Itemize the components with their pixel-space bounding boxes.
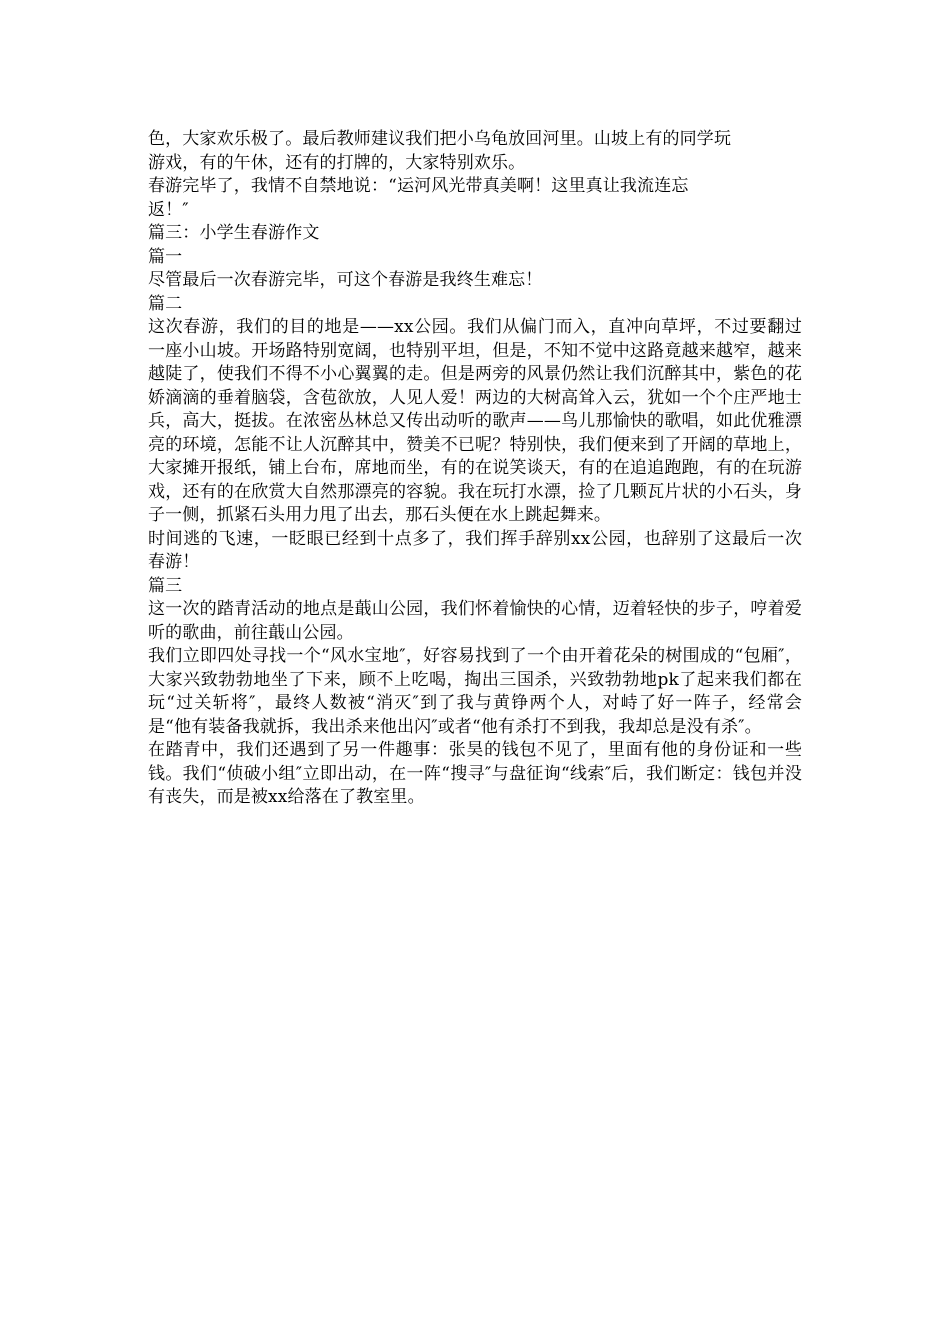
text-line: 春游完毕了，我情不自禁地说：“运河风光带真美啊！这里真让我流连忘 [148,176,689,196]
text-line: 游戏，有的午休，还有的打牌的，大家特别欢乐。 [148,152,526,173]
section-heading: 篇三：小学生春游作文 [148,223,320,243]
subsection-heading: 篇三 [148,575,183,596]
paragraph: 这次春游，我们的目的地是——xx公园。我们从偏门而入，直冲向草坪，不过要翻过一座小山坡。开场路特别宽阔，也特别平坦，但是，不知不觉中这路竟越来越窄，越来越陡了，使我们不得不小心翼翼的走。但是两旁的风景仍然让我们沉醉其中，紫色的花娇滴滴的垂着脑袋，含苞欲放，人见人爱！两边的大树高耸入云，犹如一个个庄严地士兵，高大，挺拔。在浓密丛林总又传出动听的歌声——鸟儿那愉快的歌唱，如此优雅漂亮的环境，怎能不让人沉醉其中，赞美不已呢？特别快，我们便来到了开阔的草地上，大家摊开报纸，铺上台布，席地而坐，有的在说笑谈天，有的在追追跑跑，有的在玩游戏，还有的在欣赏大自然那漂亮的容貌。我在玩打水漂，捡了几颗瓦片状的小石头，身子一侧，抓紧石头用力甩了出去，那石头便在水上跳起舞来。 [148,317,802,525]
paragraph: 在踏青中，我们还遇到了另一件趣事：张昊的钱包不见了，里面有他的身份证和一些钱。我们“侦破小组″立即出动，在一阵“搜寻″与盘征询“线索″后，我们断定：钱包并没有丧失，而是被xx给落在了教室里。 [148,740,802,807]
paragraph: 尽管最后一次春游完毕，可这个春游是我终生难忘！ [148,270,543,290]
paragraph: 我们立即四处寻找一个“风水宝地″，好容易找到了一个由开着花朵的树围成的“包厢″，大家兴致勃勃地坐了下来，顾不上吃喝，掏出三国杀，兴致勃勃地pk了起来我们都在玩“过关斩将″，最终人数被“消灭″到了我与黄铮两个人，对峙了好一阵子，经常会是“他有装备我就拆，我出杀来他出闪″或者“他有杀打不到我，我却总是没有杀″。 [148,646,802,737]
subsection-heading: 篇一 [148,246,183,267]
subsection-heading: 篇二 [148,293,183,314]
text-line: 色，大家欢乐极了。最后教师建议我们把小乌龟放回河里。山坡上有的同学玩 [148,129,732,149]
document-page [148,128,802,810]
text-line: 返！″ [148,199,189,220]
paragraph: 时间逃的飞速，一眨眼已经到十点多了，我们挥手辞别xx公园，也辞别了这最后一次春游！ [148,528,802,572]
paragraph-continuation [148,128,802,175]
paragraph-conclusion [148,175,802,222]
paragraph: 这一次的踏青活动的地点是蕺山公园，我们怀着愉快的心情，迈着轻快的步子，哼着爱听的歌曲，前往蕺山公园。 [148,599,802,643]
